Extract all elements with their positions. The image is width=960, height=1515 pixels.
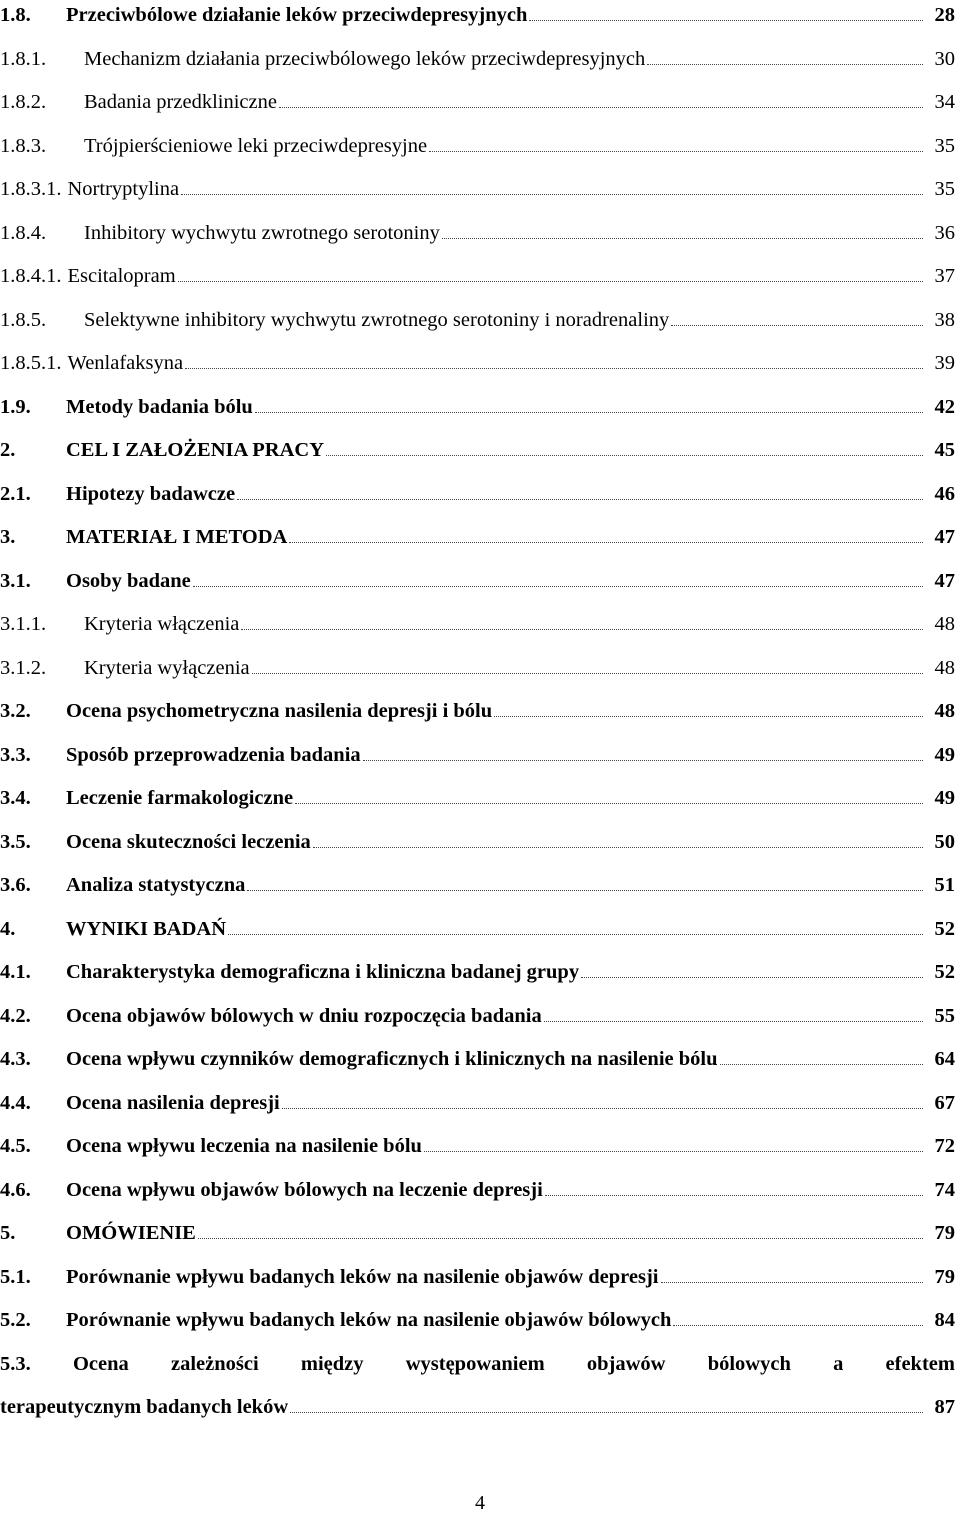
toc-entry-page: 87 bbox=[934, 1396, 955, 1418]
page-number: 4 bbox=[475, 1492, 485, 1514]
toc-entry-title-word: efektem bbox=[885, 1352, 955, 1375]
toc-entry-page: 74 bbox=[934, 1178, 955, 1201]
toc-entry-number: 3.6. bbox=[0, 874, 31, 896]
toc-entry-title-word: objawów bbox=[586, 1352, 666, 1375]
toc-entry-title: Metody badania bólu bbox=[66, 395, 253, 418]
toc-entry-number: 1.8.4.1. bbox=[0, 265, 62, 287]
toc-entry[interactable] bbox=[0, 44, 955, 74]
toc-entry-number: 1.8.3.1. bbox=[0, 178, 62, 200]
toc-entry-title: Ocena wpływu czynników demograficznych i klinicznych na nasilenie bólu bbox=[66, 1048, 718, 1070]
toc-entry-page: 55 bbox=[934, 1004, 955, 1027]
toc-entry-page: 39 bbox=[934, 352, 955, 374]
toc-entry[interactable] bbox=[0, 218, 955, 248]
toc-leader-dots bbox=[673, 1324, 923, 1326]
toc-entry-page: 84 bbox=[934, 1309, 955, 1331]
toc-entry[interactable] bbox=[0, 1088, 955, 1118]
toc-entry-page: 52 bbox=[934, 917, 955, 940]
toc-entry[interactable] bbox=[0, 435, 955, 465]
toc-leader-dots bbox=[363, 759, 923, 761]
toc-entry[interactable] bbox=[0, 1044, 955, 1074]
toc-leader-dots bbox=[255, 411, 923, 413]
toc-entry-page: 64 bbox=[934, 1048, 955, 1070]
toc-entry[interactable] bbox=[0, 348, 955, 378]
toc-entry-number: 1.8.3. bbox=[0, 134, 47, 157]
toc-entry-title: Hipotezy badawcze bbox=[66, 482, 236, 505]
toc-leader-dots bbox=[544, 1020, 923, 1022]
toc-leader-dots bbox=[424, 1150, 923, 1152]
toc-leader-dots bbox=[313, 846, 923, 848]
toc-entry-number: 3.1. bbox=[0, 569, 31, 592]
toc-entry[interactable] bbox=[0, 131, 955, 161]
toc-entry-number: 4.5. bbox=[0, 1135, 31, 1157]
toc-entry-page: 79 bbox=[934, 1265, 955, 1288]
toc-entry-number: 3.2. bbox=[0, 700, 31, 722]
toc-entry-page: 48 bbox=[934, 613, 955, 635]
toc-entry[interactable] bbox=[0, 87, 955, 117]
toc-entry-number: 1.8.4. bbox=[0, 221, 47, 244]
toc-entry[interactable] bbox=[0, 696, 955, 726]
toc-entry-title: Badania przedkliniczne bbox=[84, 91, 277, 113]
toc-entry-title: Przeciwbólowe działanie leków przeciwdepresyjnych bbox=[66, 4, 528, 26]
toc-entry-page: 52 bbox=[934, 961, 955, 983]
toc-leader-dots bbox=[442, 237, 923, 239]
toc-entry-number: 2. bbox=[0, 439, 16, 461]
toc-entry-number: 3.5. bbox=[0, 830, 31, 853]
toc-entry-title: Porównanie wpływu badanych leków na nasilenie objawów bólowych bbox=[66, 1309, 672, 1331]
toc-entry-number: 3.1.1. bbox=[0, 613, 47, 635]
toc-entry[interactable] bbox=[0, 1131, 955, 1161]
toc-entry-number: 1.9. bbox=[0, 395, 31, 418]
toc-leader-dots bbox=[545, 1194, 923, 1196]
toc-leader-dots bbox=[647, 63, 923, 65]
toc-leader-dots bbox=[720, 1063, 924, 1065]
toc-leader-dots bbox=[198, 1237, 923, 1239]
toc-leader-dots bbox=[228, 933, 923, 935]
toc-leader-dots bbox=[193, 585, 923, 587]
toc-entry-title: Ocena wpływu objawów bólowych na leczenie depresji bbox=[66, 1178, 543, 1201]
toc-entry[interactable] bbox=[0, 174, 955, 204]
toc-entry[interactable] bbox=[0, 479, 955, 509]
toc-leader-dots bbox=[237, 498, 923, 500]
toc-entry-title: Ocena skuteczności leczenia bbox=[66, 830, 311, 853]
toc-leader-dots bbox=[529, 19, 923, 21]
toc-entry-number: 4.3. bbox=[0, 1048, 31, 1070]
toc-entry-page: 79 bbox=[934, 1222, 955, 1244]
toc-leader-dots bbox=[241, 628, 923, 630]
toc-entry-number: 4.2. bbox=[0, 1004, 31, 1027]
toc-entry[interactable] bbox=[0, 740, 955, 770]
toc-entry-page: 49 bbox=[934, 787, 955, 809]
toc-entry-number: 3. bbox=[0, 526, 16, 548]
toc-entry-number: 1.8. bbox=[0, 4, 31, 26]
toc-leader-dots bbox=[289, 541, 923, 543]
toc-entry-page: 45 bbox=[934, 439, 955, 461]
toc-entry-number: 1.8.2. bbox=[0, 91, 47, 113]
toc-entry-title: Escitalopram bbox=[67, 265, 176, 287]
toc-entry-number: 1.8.5. bbox=[0, 308, 47, 331]
toc-entry-page: 48 bbox=[934, 700, 955, 722]
toc-entry-title-word: Ocena bbox=[72, 1352, 129, 1375]
toc-leader-dots bbox=[295, 802, 923, 804]
toc-entry-title: Kryteria wyłączenia bbox=[84, 656, 250, 679]
toc-entry-title-word: zależności bbox=[170, 1352, 259, 1375]
toc-entry-page: 38 bbox=[934, 308, 955, 331]
toc-entry[interactable] bbox=[0, 1262, 955, 1292]
toc-entry[interactable] bbox=[0, 870, 955, 900]
toc-entry-number: 5.2. bbox=[0, 1309, 31, 1331]
toc-entry-number: 3.4. bbox=[0, 787, 31, 809]
toc-entry-title-word: a bbox=[833, 1352, 844, 1375]
toc-entry[interactable] bbox=[0, 1218, 955, 1248]
toc-leader-dots bbox=[429, 150, 923, 152]
toc-entry-number: 4.4. bbox=[0, 1091, 31, 1114]
toc-entry-number: 5.1. bbox=[0, 1265, 31, 1288]
toc-leader-dots bbox=[185, 367, 923, 369]
toc-entry-number: 4. bbox=[0, 917, 16, 940]
toc-entry-page: 50 bbox=[934, 830, 955, 853]
toc-entry-number: 4.6. bbox=[0, 1178, 31, 1201]
toc-entry-page: 35 bbox=[934, 178, 955, 200]
toc-entry-number: 4.1. bbox=[0, 961, 31, 983]
toc-entry[interactable] bbox=[0, 653, 955, 683]
toc-entry-number: 5. bbox=[0, 1222, 16, 1244]
toc-entry-page: 72 bbox=[934, 1135, 955, 1157]
toc-entry-title: Ocena psychometryczna nasilenia depresji i bólu bbox=[66, 700, 493, 722]
toc-entry-page: 37 bbox=[934, 265, 955, 287]
toc-leader-dots bbox=[671, 324, 923, 326]
toc-entry-title: Analiza statystyczna bbox=[66, 874, 246, 896]
toc-entry-number: 2.1. bbox=[0, 482, 31, 505]
toc-entry-number: 1.8.5.1. bbox=[0, 352, 62, 374]
toc-entry-page: 34 bbox=[934, 91, 955, 113]
toc-leader-dots bbox=[494, 715, 923, 717]
toc-leader-dots bbox=[178, 280, 923, 282]
toc-entry[interactable] bbox=[0, 827, 955, 857]
toc-entry-page: 42 bbox=[934, 395, 955, 418]
toc-entry-title: Wenlafaksyna bbox=[67, 352, 184, 374]
toc-entry-page: 47 bbox=[934, 569, 955, 592]
toc-entry-page: 28 bbox=[934, 4, 955, 26]
toc-entry-title: Ocena nasilenia depresji bbox=[66, 1091, 280, 1114]
toc-entry-title: Inhibitory wychwytu zwrotnego serotoniny bbox=[84, 221, 440, 244]
toc-entry-page: 49 bbox=[934, 743, 955, 766]
toc-entry-title: Kryteria włączenia bbox=[84, 613, 240, 635]
toc-entry-title: Ocena wpływu leczenia na nasilenie bólu bbox=[66, 1135, 422, 1157]
toc-entry-page: 30 bbox=[934, 47, 955, 70]
toc-entry-number: 5.3. bbox=[0, 1352, 31, 1375]
toc-leader-dots bbox=[290, 1411, 923, 1413]
toc-leader-dots bbox=[661, 1281, 924, 1283]
toc-entry-title: terapeutycznym badanych leków bbox=[0, 1396, 289, 1418]
toc-entry-title-word: między bbox=[300, 1352, 364, 1375]
toc-entry-title: Sposób przeprowadzenia badania bbox=[66, 743, 361, 766]
toc-entry-page: 51 bbox=[934, 874, 955, 896]
toc-entry-page: 67 bbox=[934, 1091, 955, 1114]
toc-entry[interactable] bbox=[0, 957, 955, 987]
toc-entry-page: 48 bbox=[934, 656, 955, 679]
toc-leader-dots bbox=[326, 454, 923, 456]
toc-entry[interactable] bbox=[0, 261, 955, 291]
toc-entry[interactable] bbox=[0, 0, 955, 30]
toc-entry-page: 35 bbox=[934, 134, 955, 157]
toc-entry-title: Trójpierścieniowe leki przeciwdepresyjne bbox=[84, 134, 428, 157]
toc-entry[interactable] bbox=[0, 566, 955, 596]
toc-entry-number: 3.3. bbox=[0, 743, 31, 766]
toc-leader-dots bbox=[247, 889, 923, 891]
toc-entry-title: Mechanizm działania przeciwbólowego leków przeciwdepresyjnych bbox=[84, 47, 646, 70]
toc-entry-title: Leczenie farmakologiczne bbox=[66, 787, 294, 809]
toc-entry-page: 36 bbox=[934, 221, 955, 244]
toc-leader-dots bbox=[252, 672, 923, 674]
toc-entry-number: 3.1.2. bbox=[0, 656, 47, 679]
toc-leader-dots bbox=[279, 106, 923, 108]
toc-entry-continuation[interactable] bbox=[0, 1392, 955, 1422]
toc-entry-title: Charakterystyka demograficzna i kliniczna badanej grupy bbox=[66, 961, 580, 983]
toc-entry-title: Ocena objawów bólowych w dniu rozpoczęcia badania bbox=[66, 1004, 542, 1027]
toc-entry[interactable] bbox=[0, 914, 955, 944]
toc-entry-title-word: bólowych bbox=[707, 1352, 791, 1375]
toc-entry-title: CEL I ZAŁOŻENIA PRACY bbox=[66, 439, 325, 461]
toc-leader-dots bbox=[581, 976, 923, 978]
toc-entry-title: Nortryptylina bbox=[67, 178, 180, 200]
toc-entry[interactable] bbox=[0, 783, 955, 813]
toc-entry-multiline[interactable] bbox=[0, 1349, 955, 1379]
toc-entry[interactable] bbox=[0, 522, 955, 552]
toc-leader-dots bbox=[282, 1107, 923, 1109]
toc-entry[interactable] bbox=[0, 305, 955, 335]
toc-entry-title: MATERIAŁ I METODA bbox=[66, 526, 288, 548]
toc-entry-title: Selektywne inhibitory wychwytu zwrotnego serotoniny i noradrenaliny bbox=[84, 308, 670, 331]
toc-entry-page: 47 bbox=[934, 526, 955, 548]
toc-entry[interactable] bbox=[0, 609, 955, 639]
toc-entry-page: 46 bbox=[934, 482, 955, 505]
toc-entry[interactable] bbox=[0, 1305, 955, 1335]
toc-entry[interactable] bbox=[0, 392, 955, 422]
toc-entry[interactable] bbox=[0, 1001, 955, 1031]
toc-entry-title: OMÓWIENIE bbox=[66, 1222, 196, 1244]
toc-entry-title: WYNIKI BADAŃ bbox=[66, 917, 227, 940]
toc-leader-dots bbox=[181, 193, 923, 195]
toc-entry-title: Osoby badane bbox=[66, 569, 191, 592]
toc-entry[interactable] bbox=[0, 1175, 955, 1205]
toc-entry-title-word: występowaniem bbox=[405, 1352, 545, 1375]
toc-entry-title: Porównanie wpływu badanych leków na nasilenie objawów depresji bbox=[66, 1265, 659, 1288]
toc-entry-number: 1.8.1. bbox=[0, 47, 47, 70]
